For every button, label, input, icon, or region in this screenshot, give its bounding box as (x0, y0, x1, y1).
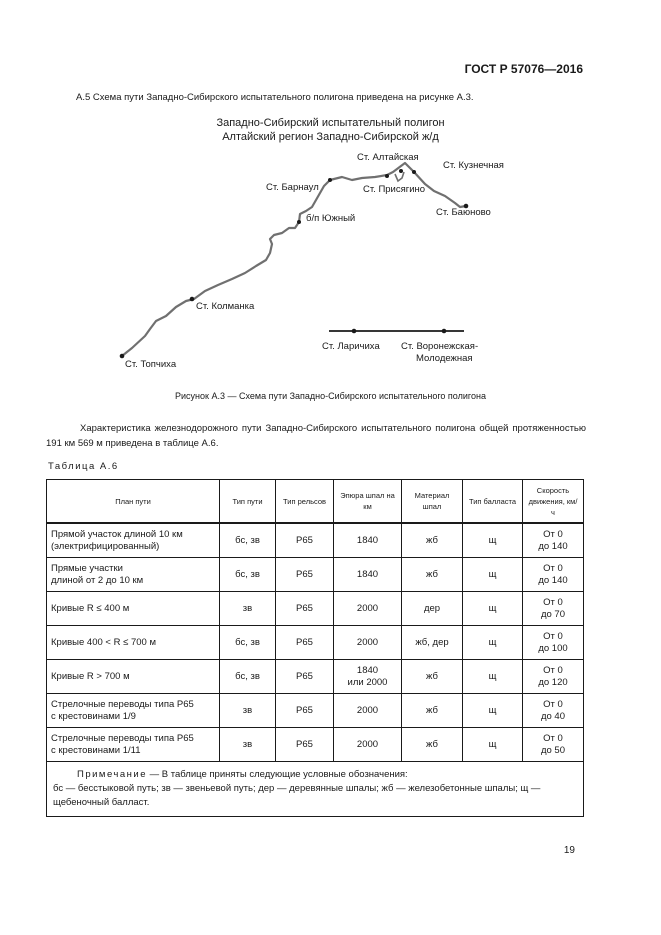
note-head: Примечание (77, 769, 147, 780)
label-voronezhskaya-1: Ст. Воронежская- (401, 341, 479, 352)
cell-rail-type-line: Р65 (296, 568, 313, 580)
station-dot-barnaul (328, 178, 332, 182)
cell-material-line: жб, дер (415, 636, 449, 648)
header-plan: План пути (47, 480, 220, 524)
cell-speed-line: до 120 (538, 676, 568, 688)
cell-rail-type (276, 728, 334, 762)
cell-track-type-line: зв (242, 602, 253, 614)
cell-material-line: жб (426, 568, 438, 580)
cell-track-type-line: бс, зв (235, 636, 260, 648)
cell-speed (523, 523, 584, 558)
cell-rail-type (276, 523, 334, 558)
cell-track-type-line: зв (242, 704, 253, 716)
note-text-2: бс — бесстыковой путь; зв — звеньевой путь; дер — деревянные шпалы; жб — железобетонные шпалы; щ — щебеночный балласт. (53, 783, 541, 808)
label-yuzhny: б/п Южный (306, 213, 356, 224)
cell-epure (334, 626, 402, 660)
cell-material (402, 728, 463, 762)
cell-plan-line: Прямой участок длиной 10 км (51, 528, 183, 540)
cell-ballast-line: щ (488, 636, 497, 648)
cell-ballast (463, 660, 523, 694)
cell-rail-type (276, 694, 334, 728)
cell-speed-line: От 0 (543, 562, 563, 574)
cell-material-line: жб (426, 534, 438, 546)
station-dot-altayskaya (399, 169, 403, 173)
cell-plan-line: Стрелочные переводы типа Р65 (51, 698, 194, 710)
label-voronezhskaya-2: Молодежная (416, 353, 473, 364)
table-row (47, 592, 584, 626)
station-dot-larichikha (352, 329, 357, 334)
cell-ballast (463, 694, 523, 728)
cell-rail-type-line: Р65 (296, 704, 313, 716)
cell-epure (334, 558, 402, 592)
station-dot-voronezhskaya (442, 329, 447, 334)
header-speed: Скорость движения, км/ч (523, 480, 584, 524)
cell-plan (47, 626, 220, 660)
cell-speed (523, 558, 584, 592)
cell-epure (334, 523, 402, 558)
cell-track-type (220, 592, 276, 626)
cell-speed-line: до 140 (538, 574, 568, 586)
cell-track-type (220, 694, 276, 728)
cell-ballast (463, 728, 523, 762)
cell-ballast-line: щ (488, 534, 497, 546)
label-barnaul: Ст. Барнаул (266, 182, 319, 193)
figure-caption: Рисунок А.3 — Схема пути Западно-Сибирского испытательного полигона (175, 391, 486, 401)
table-row (47, 626, 584, 660)
cell-material-line: жб (426, 670, 438, 682)
cell-speed (523, 660, 584, 694)
cell-plan (47, 660, 220, 694)
header-track-type: Тип пути (220, 480, 276, 524)
table-row (47, 558, 584, 592)
cell-material (402, 558, 463, 592)
station-dot-topchikha (120, 354, 125, 359)
cell-rail-type (276, 592, 334, 626)
cell-epure-line: или 2000 (347, 676, 388, 688)
cell-plan-line: Кривые R > 700 м (51, 670, 130, 682)
cell-material (402, 592, 463, 626)
cell-material-line: дер (423, 602, 441, 614)
note-text-1: — В таблице приняты следующие условные обозначения: (147, 769, 408, 780)
cell-ballast-line: щ (488, 670, 497, 682)
cell-track-type (220, 558, 276, 592)
table-row (47, 660, 584, 694)
cell-material-line: жб (426, 738, 438, 750)
cell-plan-line: (электрифицированный) (51, 540, 160, 552)
cell-plan (47, 523, 220, 558)
cell-ballast-line: щ (488, 568, 497, 580)
cell-speed-line: От 0 (543, 528, 563, 540)
cell-ballast (463, 558, 523, 592)
track-characteristics-table (46, 479, 584, 817)
cell-ballast (463, 626, 523, 660)
cell-speed-line: до 140 (538, 540, 568, 552)
cell-ballast (463, 592, 523, 626)
table-label: Таблица А.6 (48, 461, 119, 472)
cell-track-type (220, 626, 276, 660)
cell-speed (523, 592, 584, 626)
cell-ballast-line: щ (488, 738, 497, 750)
railway-map (0, 0, 661, 380)
station-points (120, 169, 469, 358)
cell-epure-line: 1840 (356, 664, 379, 676)
cell-speed (523, 694, 584, 728)
cell-epure (334, 592, 402, 626)
table-note-row (47, 762, 584, 817)
cell-speed-line: до 50 (540, 744, 566, 756)
cell-rail-type-line: Р65 (296, 670, 313, 682)
cell-track-type (220, 728, 276, 762)
cell-speed-line: От 0 (543, 732, 563, 744)
cell-speed-line: От 0 (543, 630, 563, 642)
cell-speed-line: От 0 (543, 596, 563, 608)
table-row (47, 694, 584, 728)
cell-speed-line: до 40 (540, 710, 566, 722)
cell-plan (47, 694, 220, 728)
intro-text: А.5 Схема пути Западно-Сибирского испытательного полигона приведена на рисунке А.3. (76, 92, 474, 103)
label-bayunovo: Ст. Баюново (436, 207, 491, 218)
cell-epure-line: 2000 (356, 602, 379, 614)
station-dot-yuzhny (297, 220, 301, 224)
label-larichikha: Ст. Ларичиха (322, 341, 380, 352)
label-topchikha: Ст. Топчиха (125, 359, 177, 370)
header-rail-type: Тип рельсов (276, 480, 334, 524)
cell-rail-type (276, 626, 334, 660)
station-dot-prisyagino (385, 174, 389, 178)
table-row (47, 523, 584, 558)
cell-material (402, 694, 463, 728)
cell-ballast-line: щ (488, 704, 497, 716)
cell-epure (334, 728, 402, 762)
cell-rail-type-line: Р65 (296, 602, 313, 614)
cell-epure-line: 2000 (356, 704, 379, 716)
cell-speed-line: до 100 (538, 642, 568, 654)
cell-plan (47, 728, 220, 762)
cell-epure (334, 660, 402, 694)
header-sleeper-epure: Эпюра шпал на км (334, 480, 402, 524)
header-sleeper-material: Материал шпал (402, 480, 463, 524)
label-kuznechnaya: Ст. Кузнечная (443, 160, 504, 171)
cell-track-type-line: бс, зв (235, 670, 260, 682)
cell-ballast-line: щ (488, 602, 497, 614)
cell-plan-line: Прямые участки (51, 562, 123, 574)
branch-line (395, 172, 404, 181)
cell-track-type-line: бс, зв (235, 568, 260, 580)
header-ballast-type: Тип балласта (463, 480, 523, 524)
label-prisyagino: Ст. Присягино (363, 184, 426, 195)
cell-material (402, 626, 463, 660)
document-id: ГОСТ Р 57076—2016 (464, 62, 583, 76)
cell-speed-line: От 0 (543, 698, 563, 710)
cell-epure-line: 2000 (356, 636, 379, 648)
cell-plan-line: Кривые 400 < R ≤ 700 м (51, 636, 156, 648)
cell-plan-line: с крестовинами 1/9 (51, 710, 136, 722)
map-title-line1: Западно-Сибирский испытательный полигон (216, 117, 445, 129)
cell-plan (47, 558, 220, 592)
cell-plan-line: Стрелочные переводы типа Р65 (51, 732, 194, 744)
cell-epure-line: 1840 (356, 568, 379, 580)
cell-epure (334, 694, 402, 728)
cell-rail-type-line: Р65 (296, 738, 313, 750)
cell-rail-type (276, 558, 334, 592)
cell-rail-type-line: Р65 (296, 636, 313, 648)
cell-speed (523, 728, 584, 762)
cell-track-type-line: бс, зв (235, 534, 260, 546)
cell-material (402, 660, 463, 694)
cell-epure-line: 2000 (356, 738, 379, 750)
cell-track-type (220, 660, 276, 694)
cell-ballast (463, 523, 523, 558)
cell-speed (523, 626, 584, 660)
cell-plan-line: длиной от 2 до 10 км (51, 574, 144, 586)
station-dot-kuznechnaya (412, 170, 416, 174)
cell-plan (47, 592, 220, 626)
cell-epure-line: 1840 (356, 534, 379, 546)
page-number: 19 (563, 845, 575, 856)
table-note (47, 762, 584, 817)
cell-rail-type (276, 660, 334, 694)
body-paragraph: Характеристика железнодорожного пути Западно-Сибирского испытательного полигона общей протяженностью 191 км 569 м приведена в таблице А.6. (46, 423, 586, 449)
label-altayskaya: Ст. Алтайская (357, 152, 419, 163)
cell-track-type (220, 523, 276, 558)
cell-plan-line: Кривые R ≤ 400 м (51, 602, 130, 614)
cell-speed-line: От 0 (543, 664, 563, 676)
cell-material-line: жб (426, 704, 438, 716)
cell-rail-type-line: Р65 (296, 534, 313, 546)
station-dot-kolmanka (190, 297, 195, 302)
cell-material (402, 523, 463, 558)
cell-track-type-line: зв (242, 738, 253, 750)
table-row (47, 728, 584, 762)
cell-speed-line: до 70 (540, 608, 566, 620)
label-kolmanka: Ст. Колманка (196, 301, 255, 312)
cell-plan-line: с крестовинами 1/11 (51, 744, 141, 756)
table-header-row (47, 480, 584, 524)
map-title-line2: Алтайский регион Западно-Сибирской ж/д (222, 131, 439, 143)
